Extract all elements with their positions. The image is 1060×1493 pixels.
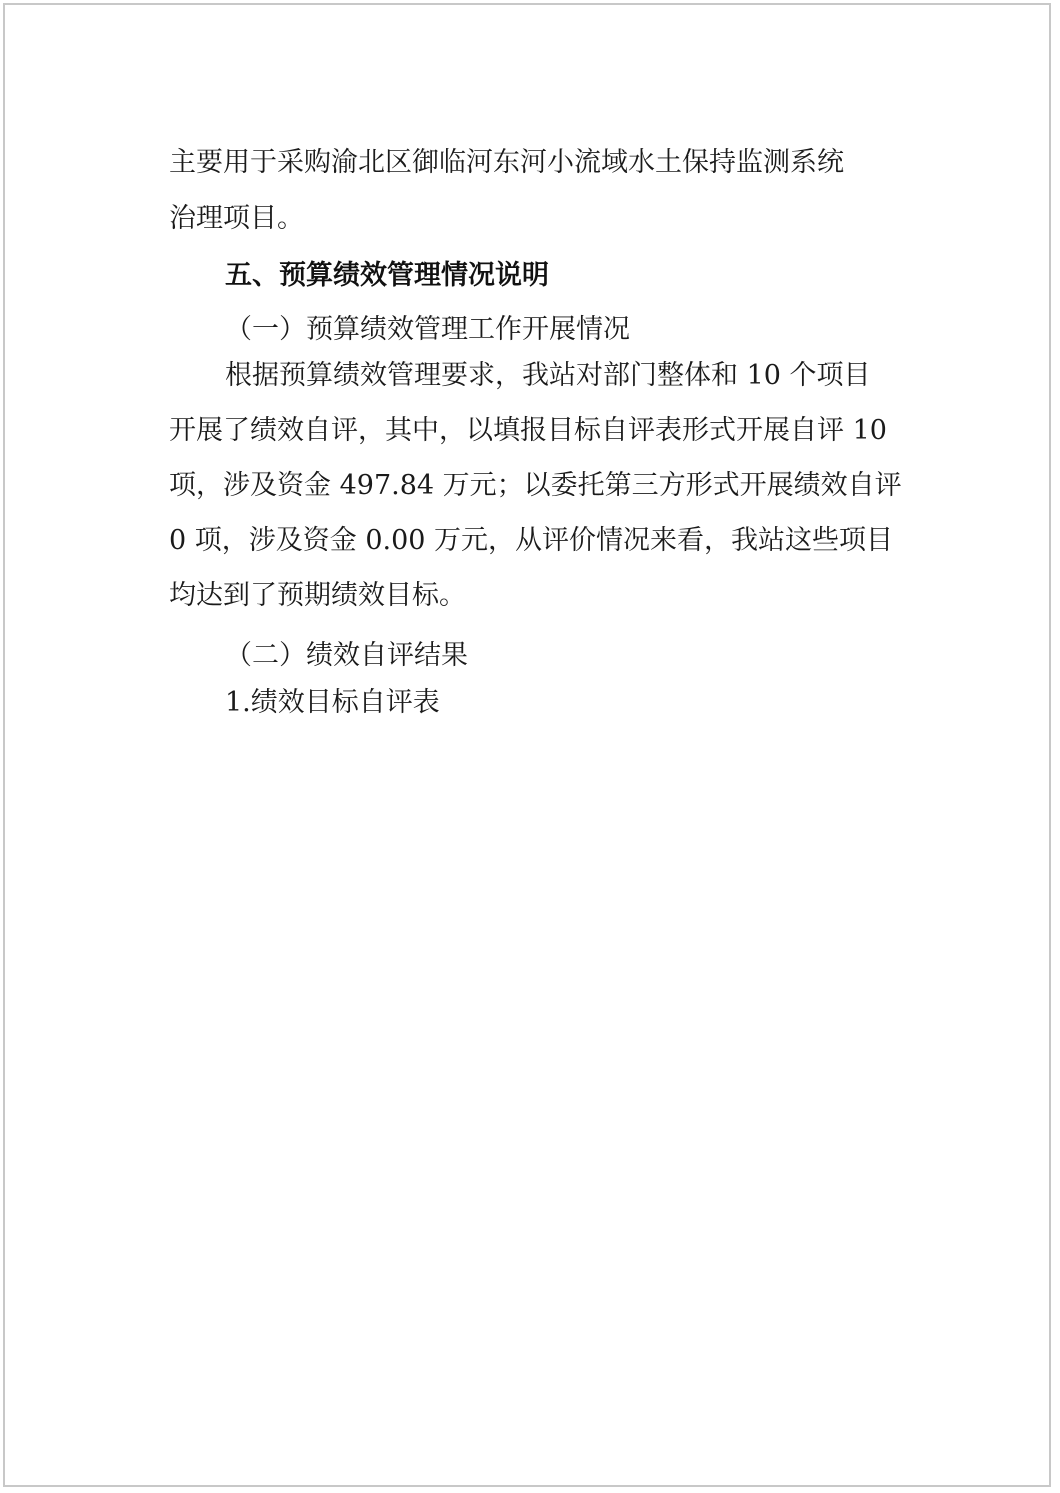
- subsection-heading: （一）预算绩效管理工作开展情况: [225, 314, 630, 345]
- paragraph-line: 均达到了预期绩效目标。: [169, 580, 466, 611]
- paragraph-line: 开展了绩效自评，其中，以填报目标自评表形式开展自评 10: [169, 415, 887, 446]
- paragraph-line: 治理项目。: [169, 203, 304, 234]
- paragraph-line: 0 项，涉及资金 0.00 万元，从评价情况来看，我站这些项目: [169, 525, 894, 556]
- document-page: [3, 3, 1051, 1487]
- subsection-heading: （二）绩效自评结果: [225, 640, 468, 671]
- paragraph-line: 根据预算绩效管理要求，我站对部门整体和 10 个项目: [225, 360, 871, 391]
- paragraph-line: 项，涉及资金 497.84 万元；以委托第三方形式开展绩效自评: [169, 470, 902, 501]
- section-heading: 五、预算绩效管理情况说明: [225, 260, 549, 291]
- list-item: 1.绩效目标自评表: [225, 687, 440, 718]
- paragraph-line: 主要用于采购渝北区御临河东河小流域水土保持监测系统: [169, 147, 844, 178]
